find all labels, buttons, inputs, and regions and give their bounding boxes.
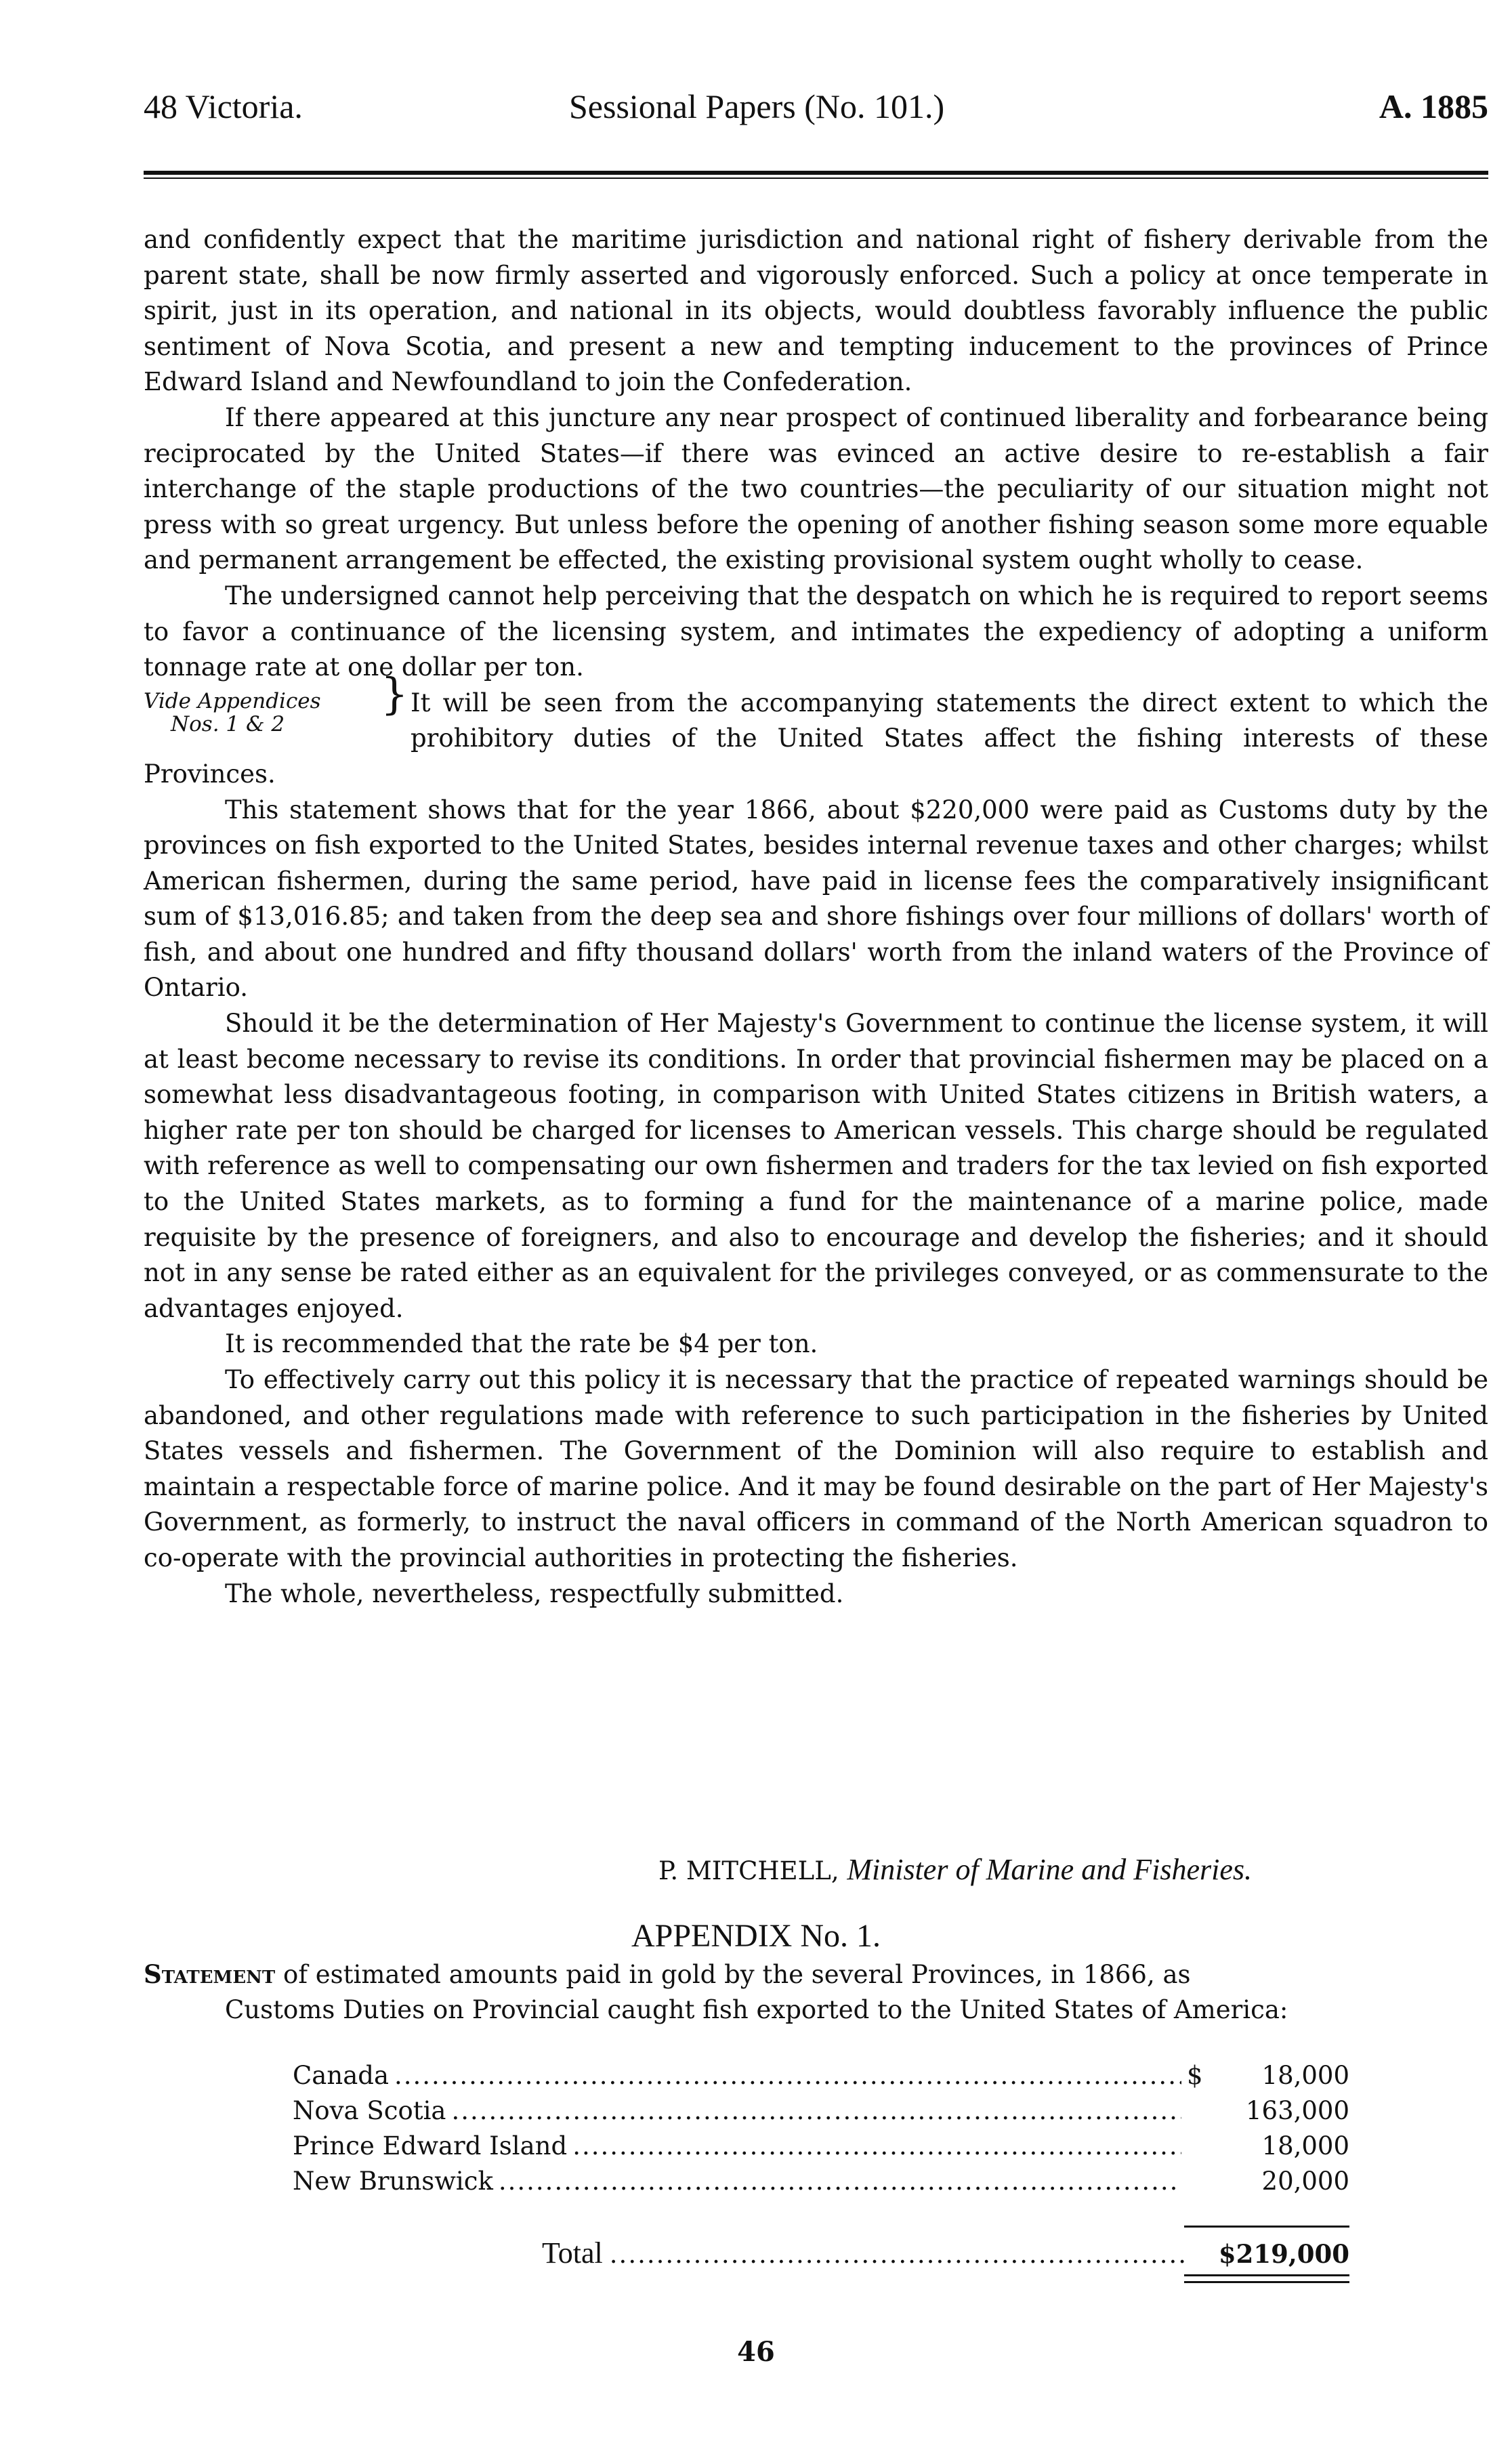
total-label: Total — [542, 2236, 603, 2270]
paragraph: To effectively carry out this policy it is necessary that the practice of repeated warnings should be abandoned, and other regulations made with reference to such participation in the fisheries by United States vessels and fishermen. The Government of the Dominion will also require to establish and maintain a respectable force of marine police. And it may be found desirable on the part of Her Majesty's Government, as formerly, to instruct the naval officers in command of the North American squadron to co-operate with the provincial authorities in protecting the fisheries. — [144, 1365, 1488, 1572]
statement-continuation: Customs Duties on Provincial caught fish exported to the United States of America: — [225, 1995, 1288, 2024]
page-number: 46 — [737, 2336, 775, 2368]
paragraph-with-margin-note — [144, 669, 1488, 793]
header-title: Sessional Papers (No. 101.) — [569, 87, 945, 125]
paragraph: The undersigned cannot help perceiving that the despatch on which he is required to report seems to favor a continuance of the licensing system, and intimates the expediency of adopting a uniform tonnage rate at one dollar per ton. — [144, 581, 1488, 682]
total-row — [542, 2236, 1349, 2270]
currency-sign: $ — [1187, 2061, 1203, 2090]
dot-leader — [394, 2061, 1181, 2090]
statement-lead: Statement — [144, 1959, 276, 1989]
paragraph: and confidently expect that the maritime jurisdiction and national right of fishery derivable from the parent state, shall be now firmly asserted and vigorously enforced. Such a policy at once temperate in spirit, just in its operation, and national in its objects, would doubtless favorably influence the public sentiment of Nova Scotia, and present a new and tempting inducement to the provinces of Prince Edward Island and Newfoundland to join the Confederation. — [144, 225, 1488, 397]
margin-note-line: Nos. 1 & 2 — [171, 711, 285, 736]
double-rule-bottom — [1184, 2281, 1349, 2283]
signature — [658, 1852, 1252, 1887]
paragraph: This statement shows that for the year 1866, about $220,000 were paid as Customs duty by the provinces on fish exported to the United States, besides internal revenue taxes and other charges; whilst American fishermen, during the same period, have paid in license fees the comparatively insignificant sum of $13,016.85; and taken from the deep sea and shore fishings over four millions of dollars' worth of fish, and about one hundred and fifty thousand dollars' worth from the inland waters of the Province of Ontario. — [144, 795, 1488, 1003]
amounts-table — [293, 2061, 1349, 2202]
header-rule-thin — [144, 178, 1488, 179]
table-row — [293, 2167, 1349, 2202]
table-row — [293, 2061, 1349, 2096]
header-session: 48 Victoria. — [144, 87, 303, 125]
amount: 163,000 — [1245, 2096, 1349, 2125]
province-name: New Brunswick — [293, 2167, 493, 2196]
paragraph: Should it be the determination of Her Majesty's Government to continue the license system, it will at least become necessary to revise its conditions. In order that provincial fishermen may be placed on a somewhat less disadvantageous footing, in comparison with United States citizens in British waters, a higher rate per ton should be charged for licenses to American vessels. This charge should be regulated with reference as well to compensating our own fishermen and traders for the tax levied on fish exported to the United States markets, as to forming a fund for the maintenance of a marine police, made requisite by the presence of foreigners, and also to encourage and develop the fisheries; and it should not in any sense be rated either as an equivalent for the privileges conveyed, or as commensurate to the advantages enjoyed. — [144, 1009, 1488, 1323]
paragraph: The whole, nevertheless, respectfully submitted. — [225, 1579, 844, 1608]
margin-note — [144, 669, 408, 736]
running-header — [144, 87, 1488, 134]
double-rule-top — [1184, 2274, 1349, 2276]
sum-rule — [1184, 2226, 1349, 2228]
table-row — [293, 2131, 1349, 2167]
province-name: Prince Edward Island — [293, 2131, 568, 2160]
dot-leader — [451, 2096, 1181, 2125]
table-row — [293, 2096, 1349, 2131]
appendix-statement — [144, 1957, 1488, 2028]
dot-leader — [572, 2131, 1181, 2160]
appendix-title: APPENDIX No. 1. — [631, 1918, 881, 1954]
margin-note-line: Vide Appendices — [144, 688, 321, 713]
province-name: Canada — [293, 2061, 390, 2090]
paragraph: It is recommended that the rate be $4 per ton. — [225, 1329, 818, 1359]
signatory-title: Minister of Marine and Fisheries. — [847, 1853, 1252, 1886]
amount: 20,000 — [1261, 2167, 1349, 2196]
paragraph: If there appeared at this juncture any near prospect of continued liberality and forbearance being reciprocated by the United States—if there was evinced an active desire to re-establish a fair interchange of the staple productions of the two countries—the peculiarity of our situation might not press with so great urgency. But unless before the opening of another fishing season some more equable and permanent arrangement be effected, the existing provisional system ought wholly to cease. — [144, 402, 1488, 575]
amount: 18,000 — [1261, 2131, 1349, 2160]
statement-text: of estimated amounts paid in gold by the several Provinces, in 1866, as — [283, 1960, 1191, 1989]
dot-leader — [499, 2167, 1181, 2196]
header-rule-thick — [144, 171, 1488, 175]
amount: 18,000 — [1261, 2061, 1349, 2090]
total-amount: $219,000 — [1218, 2239, 1349, 2269]
header-year: A. 1885 — [1379, 87, 1488, 125]
dot-leader — [610, 2240, 1187, 2269]
province-name: Nova Scotia — [293, 2096, 446, 2125]
signatory-name: P. MITCHELL, — [658, 1856, 839, 1885]
report-body — [144, 222, 1488, 1612]
brace-glyph: } — [381, 669, 408, 719]
paragraph-text: It will be seen from the accompanying statements the direct extent to which the prohibitory duties of the United States affect the fishing interests of these Provinces. — [144, 688, 1488, 789]
